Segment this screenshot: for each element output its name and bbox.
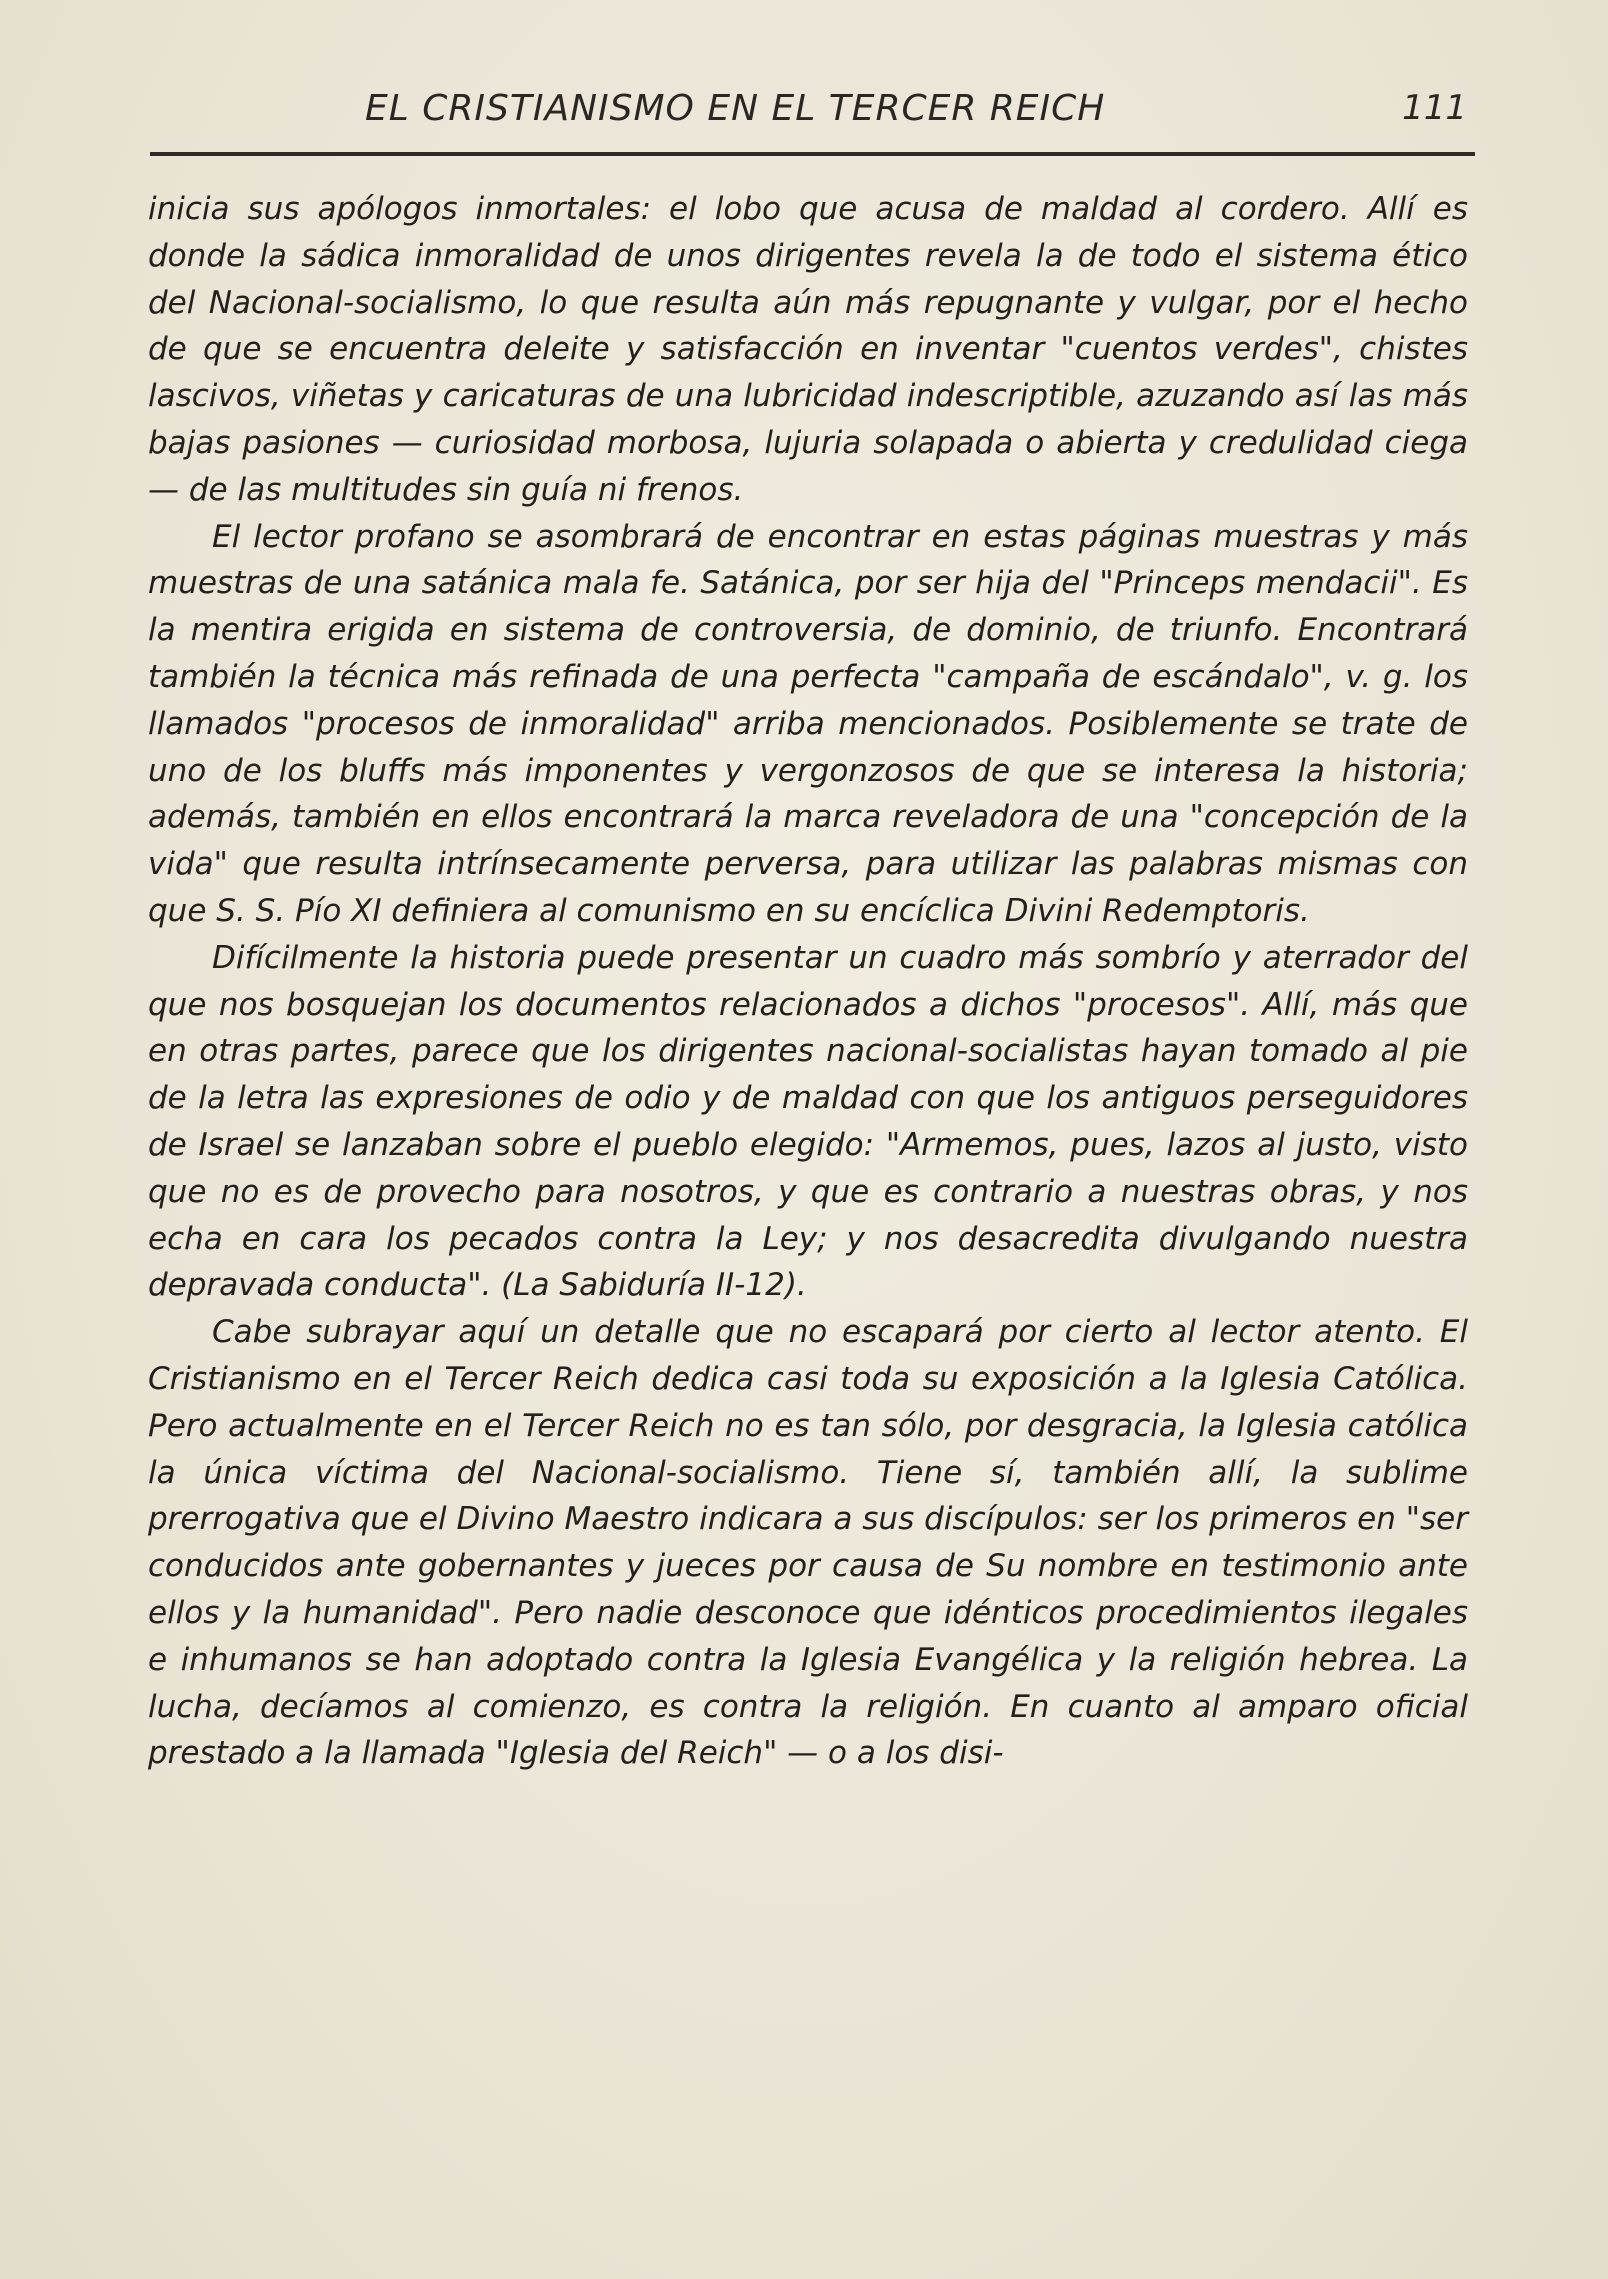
body-text [148, 186, 1468, 1777]
paragraph-3: Difícilmente la historia puede presentar un cuadro más sombrío y aterrador del que nos bosquejan los documentos relacionados a dichos "procesos". Allí, más que en otras partes, parece que los dirigentes nacional-socialistas hayan tomado al pie de la letra las expresiones de odio y de maldad con que los antiguos perseguidores de Israel se lanzaban sobre el pueblo elegido: "Armemos, pues, lazos al justo, visto que no es de provecho para nosotros, y que es contrario a nuestras obras, y nos echa en cara los pecados contra la Ley; y nos desacredita divulgando nuestra depravada conducta". (La Sabiduría II-12). [148, 939, 1468, 1304]
page-number: 111 [1402, 88, 1467, 128]
header-rule [150, 152, 1475, 156]
paragraph-4: Cabe subrayar aquí un detalle que no escapará por cierto al lector atento. El Cristianismo en el Tercer Reich dedica casi toda su exposición a la Iglesia Católica. Pero actualmente en el Tercer Reich no es tan sólo, por desgracia, la Iglesia católica la única víctima del Nacional-socialismo. Tiene sí, también allí, la sublime prerrogativa que el Divino Maestro indicara a sus discípulos: ser los primeros en "ser conducidos ante gobernantes y jueces por causa de Su nombre en testimonio ante ellos y la humanidad". Pero nadie desconoce que idénticos procedimientos ilegales e inhumanos se han adoptado contra la Iglesia Evangélica y la religión hebrea. La lucha, decíamos al comienzo, es contra la religión. En cuanto al amparo oficial prestado a la llamada "Iglesia del Reich" — o a los disi- [148, 1314, 1468, 1772]
paragraph-1: inicia sus apólogos inmortales: el lobo que acusa de maldad al cordero. Allí es donde la sádica inmoralidad de unos dirigentes revela la de todo el sistema ético del Nacional-socialismo, lo que resulta aún más repugnante y vulgar, por el hecho de que se encuentra deleite y satisfacción en inventar "cuentos verdes", chistes lascivos, viñetas y caricaturas de una lubricidad indescriptible, azuzando así las más bajas pasiones — curiosidad morbosa, lujuria solapada o abierta y credulidad ciega — de las multitudes sin guía ni frenos. [148, 191, 1468, 508]
page-header [150, 78, 1475, 148]
running-title: EL CRISTIANISMO EN EL TERCER REICH [365, 88, 1106, 129]
paragraph-2: El lector profano se asombrará de encontrar en estas páginas muestras y más muestras de una satánica mala fe. Satánica, por ser hija del "Princeps mendacii". Es la mentira erigida en sistema de controversia, de dominio, de triunfo. Encontrará también la técnica más refinada de una perfecta "campaña de escándalo", v. g. los llamados "procesos de inmoralidad" arriba mencionados. Posiblemente se trate de uno de los bluffs más imponentes y vergonzosos de que se interesa la historia; además, también en ellos encontrará la marca reveladora de una "concepción de la vida" que resulta intrínsecamente perversa, para utilizar las palabras mismas con que S. S. Pío XI definiera al comunismo en su encíclica Divini Redemptoris. [148, 518, 1468, 929]
